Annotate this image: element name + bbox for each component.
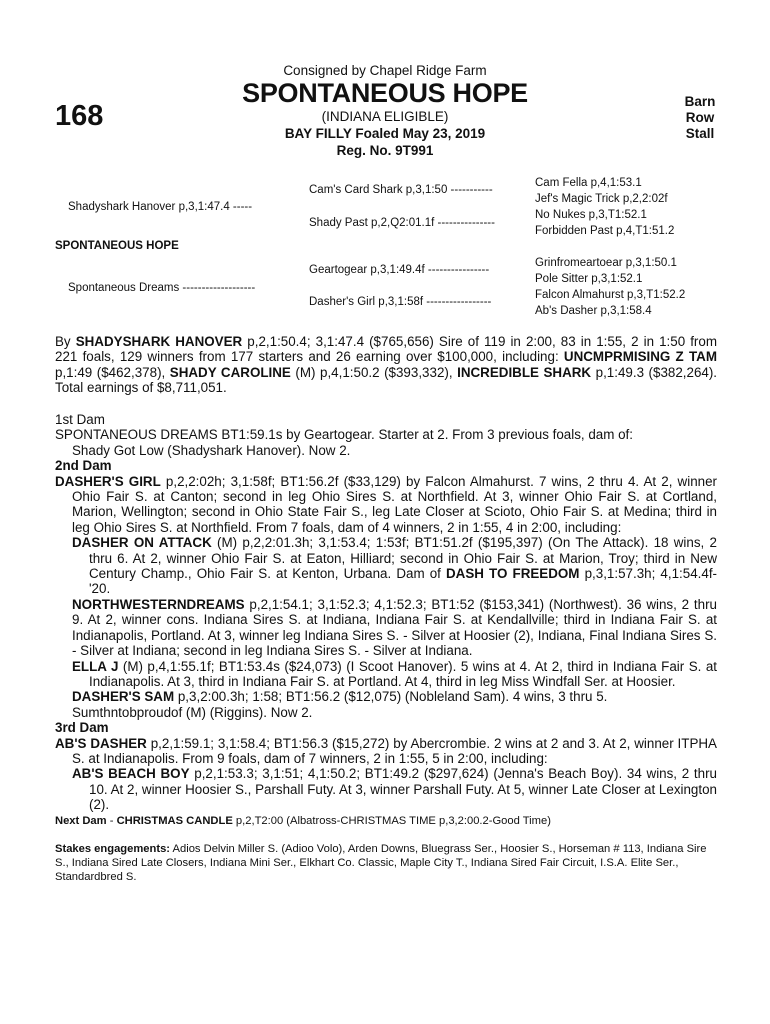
- second-dam-text: [55, 474, 717, 536]
- second-dam-foal-1: [55, 535, 717, 597]
- second-dam-name: DASHER'S GIRL: [55, 473, 161, 489]
- barn-row-stall: [660, 94, 740, 142]
- dam-section: [55, 412, 717, 884]
- third-dam-heading: 3rd Dam: [55, 720, 109, 736]
- pedigree-g5: Grinfromeartoear p,3,1:50.1: [535, 257, 677, 269]
- sire-offspring-1-record: p,1:49 ($462,378),: [55, 364, 170, 380]
- sire-total-earnings: p,1:49.3 ($382,264). Total earnings of $8,711,051.: [55, 364, 718, 396]
- consignor: Consigned by Chapel Ridge Farm: [283, 63, 487, 78]
- pedigree-horse: SPONTANEOUS HOPE: [55, 240, 179, 252]
- sire-offspring-2: SHADY CAROLINE: [169, 364, 291, 380]
- sire-record: p,2,1:50.4; 3,1:47.4 ($765,656) Sire of 119 in 2:00, 83 in 1:55, 2 in 1:50 from 221 foals, 129 winners from 177 starters and 26 earning over $100,000, including:: [55, 334, 717, 365]
- foal-offspring-name: DASH TO FREEDOM: [446, 566, 580, 582]
- horse-name: SPONTANEOUS HOPE: [242, 78, 528, 108]
- first-dam-foal: Shady Got Low (Shadyshark Hanover). Now 2.: [72, 442, 351, 458]
- first-dam-text: SPONTANEOUS DREAMS BT1:59.1s by Geartogear. Starter at 2. From 3 previous foals, dam of:: [55, 427, 633, 443]
- foal-name: NORTHWESTERNDREAMS: [72, 596, 245, 612]
- second-dam-heading: 2nd Dam: [55, 458, 112, 474]
- foal-offspring-record: p,3,1:57.3h; 4,1:54.4f-'20.: [89, 566, 717, 597]
- eligibility: (INDIANA ELIGIBLE): [321, 109, 449, 124]
- foal-record: p,2,1:53.3; 3,1:51; 4,1:50.2; BT1:49.2 ($297,624) (Jenna's Beach Boy). 34 wins, 2 thru 10. At 2, winner Hoosier S., Parshall Futy. At 3, winner Parshall Futy. At 5, winner Late Closer at Lexington (2).: [89, 766, 717, 813]
- pedigree-g6: Pole Sitter p,3,1:52.1: [535, 273, 643, 285]
- row-label: Row: [685, 110, 715, 125]
- pedigree-dam-sire: Geartogear p,3,1:49.4f ----------------: [309, 264, 490, 276]
- registration-number: Reg. No. 9T991: [336, 143, 434, 158]
- pedigree-g7: Falcon Almahurst p,3,T1:52.2: [535, 289, 686, 301]
- third-dam-name: AB'S DASHER: [55, 735, 147, 751]
- stakes-list: Adios Delvin Miller S. (Adioo Volo), Arden Downs, Bluegrass Ser., Hoosier S., Horseman # 113, Indiana Sire S., Indiana Sired Late Closers, Indiana Mini Ser., Elkhart Co. Classic, Maple City T., Indiana Sired Fair Circuit, I.S.A. Elite Ser., Standardbred S.: [55, 842, 707, 883]
- next-dam-name: CHRISTMAS CANDLE: [116, 814, 233, 827]
- third-dam-foal-1: [55, 766, 717, 812]
- foal-record: (M) p,2,2:01.3h; 3,1:53.4; 1:53f; BT1:51.2f ($195,397) (On The Attack). 18 wins, 2 thru 6. At 2, winner Ohio Fair S. at Eaton, Hilliard; second in Ohio Fair S. at Marion, Troy; third in New Century Champ., Ohio Fair S. at Kenton, Urbana. Dam of: [89, 535, 718, 582]
- next-dam: [55, 814, 717, 828]
- third-dam-record: p,2,1:59.1; 3,1:58.4; BT1:56.3 ($15,272) by Abercrombie. 2 wins at 2 and 3. At 2, winner ITPHA S. at Indianapolis. From 9 foals, dam of 7 winners, 2 in 1:55, 5 in 2:00, including:: [72, 735, 717, 766]
- foal-record: (M) p,4,1:55.1f; BT1:53.4s ($24,073) (I Scoot Hanover). 5 wins at 4. At 2, third in Indiana Fair S. at Indianapolis. At 3, third in Indiana Fair S. at Portland. At 4, third in leg Miss Windfall Ser. at Hoosier.: [89, 658, 717, 689]
- foal-name: ELLA J: [72, 658, 119, 674]
- foal-record: p,2,1:54.1; 3,1:52.3; 4,1:52.3; BT1:52 ($153,341) (Northwest). 36 wins, 2 thru 9. At 2, winner cons. Indiana Sires S. at Indiana, Indiana Fair S. at Kendallville; third in Indiana Fair S. at Indianapolis, Portland. At 3, winner leg Indiana Sires S. - Silver at Hoosier (2), Indiana, Final Indiana Sires S. - Silver at Indiana; second in leg Indiana Sires S. - Silver at Indiana.: [72, 596, 717, 659]
- barn-label: Barn: [684, 94, 716, 109]
- next-dam-label: Next Dam: [55, 814, 107, 827]
- first-dam-heading: 1st Dam: [55, 412, 105, 427]
- second-dam-foal-2: [55, 597, 717, 659]
- pedigree-g1: Cam Fella p,4,1:53.1: [535, 177, 642, 189]
- pedigree-g8: Ab's Dasher p,3,1:58.4: [535, 305, 652, 317]
- sire-offspring-1: UNCMPRMISING Z TAM: [563, 349, 717, 365]
- horse-description: BAY FILLY Foaled May 23, 2019: [284, 126, 486, 141]
- pedigree-dam: Spontaneous Dreams -------------------: [68, 282, 256, 294]
- pedigree-g3: No Nukes p,3,T1:52.1: [535, 209, 647, 221]
- stakes-engagements: [55, 842, 717, 884]
- next-dam-record: p,2,T2:00 (Albatross-CHRISTMAS TIME p,3,2:00.2-Good Time): [232, 814, 551, 827]
- stall-label: Stall: [685, 126, 715, 141]
- foal-name: DASHER'S SAM: [72, 689, 175, 705]
- sire-name: SHADYSHARK HANOVER: [75, 334, 243, 349]
- sire-offspring-3: INCREDIBLE SHARK: [457, 364, 592, 380]
- pedigree-sire-dam: Shady Past p,2,Q2:01.1f ---------------: [309, 217, 495, 229]
- sire-paragraph: [55, 334, 717, 396]
- second-dam-foal-3: [55, 659, 717, 690]
- second-dam-foal-5: Sumthntobproudof (M) (Riggins). Now 2.: [72, 704, 313, 720]
- pedigree-g2: Jef's Magic Trick p,2,2:02f: [535, 193, 668, 205]
- foal-record: p,3,2:00.3h; 1:58; BT1:56.2 ($12,075) (Nobleland Sam). 4 wins, 3 thru 5.: [174, 689, 608, 705]
- third-dam-text: [55, 736, 717, 767]
- pedigree-sire-sire: Cam's Card Shark p,3,1:50 -----------: [309, 184, 493, 196]
- stakes-label: Stakes engagements:: [55, 842, 171, 855]
- pedigree-sire: Shadyshark Hanover p,3,1:47.4 -----: [68, 201, 253, 213]
- foal-name: AB'S BEACH BOY: [72, 766, 190, 782]
- hip-number: 168: [55, 100, 104, 132]
- pedigree-dam-dam: Dasher's Girl p,3,1:58f -----------------: [309, 296, 492, 308]
- spacer: [55, 828, 717, 842]
- pedigree-g4: Forbidden Past p,4,T1:51.2: [535, 225, 675, 237]
- sire-offspring-2-record: (M) p,4,1:50.2 ($393,332),: [290, 364, 458, 380]
- foal-name: DASHER ON ATTACK: [72, 535, 212, 551]
- second-dam-foal-4: [55, 689, 717, 704]
- next-dam-separator: -: [106, 814, 117, 827]
- sire-intro: By: [55, 334, 76, 349]
- second-dam-record: p,2,2:02h; 3,1:58f; BT1:56.2f ($33,129) by Falcon Almahurst. 7 wins, 2 thru 4. At 2, winner Ohio Fair S. at Canton; second in leg Ohio Sires S. at Northfield. At 3, winner Ohio Fair S. at Cortland, Marion, Wellington; second in Ohio State Fair S., leg Late Closer at Scioto, Ohio Fair S. at Medina; third in leg Ohio Sires S. at Northfield. From 7 foals, dam of 4 winners, 2 in 1:55, 4 in 2:00, including:: [72, 473, 718, 535]
